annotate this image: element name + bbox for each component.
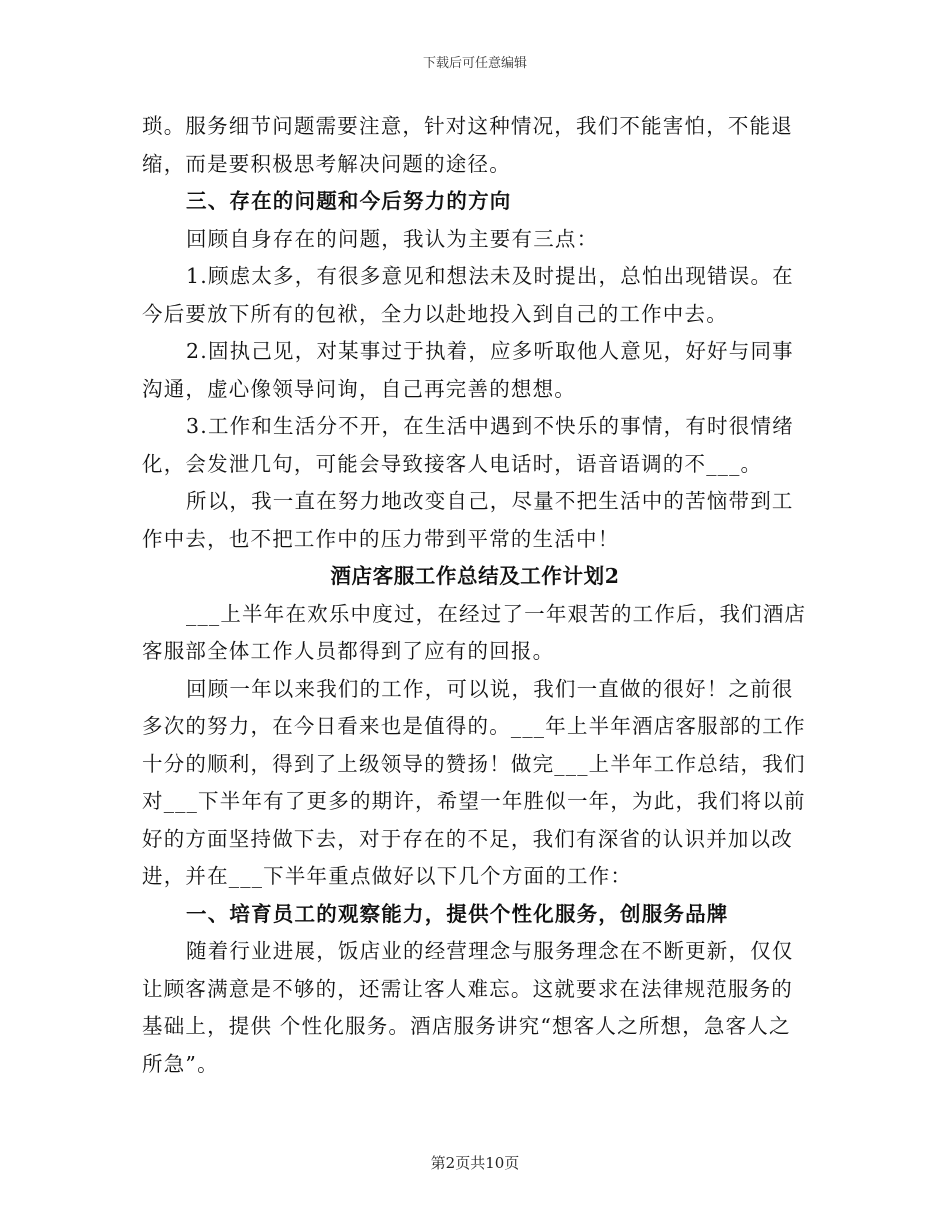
body-line: 回顾一年以来我们的工作，可以说，我们一直做的很好！之前很 — [186, 676, 794, 701]
body-line: 十分的顺利，得到了上级领导的赞扬！做完___上半年工作总结，我们 — [142, 751, 806, 776]
body-line: 缩，而是要积极思考解决问题的途径。 — [142, 151, 511, 176]
section-heading: 三、存在的问题和今后努力的方向 — [186, 189, 512, 213]
list-item: 2.固执己见，对某事过于执着，应多听取他人意见，好好与同事 — [186, 339, 794, 363]
body-line: 化，会发泄几句，可能会导致接客人电话时，语音语调的不___。 — [142, 451, 763, 476]
document-body — [142, 108, 808, 1083]
section-heading: 一、培育员工的观察能力，提供个性化服务，创服务品牌 — [186, 901, 729, 926]
list-item: 1.顾虑太多，有很多意见和想法未及时提出，总怕出现错误。在 — [186, 264, 794, 288]
page-number: 第2页共10页 — [430, 1154, 520, 1172]
body-line: 作中去，也不把工作中的压力带到平常的生活中！ — [142, 526, 620, 551]
body-line: 所急”。 — [142, 1051, 219, 1076]
body-line: 琐。服务细节问题需要注意，针对这种情况，我们不能害怕，不能退 — [142, 114, 793, 138]
page-header: 下载后可任意编辑 — [422, 56, 527, 71]
body-line: 多次的努力，在今日看来也是值得的。___年上半年酒店客服部的工作 — [142, 714, 806, 738]
body-line: 让顾客满意是不够的，还需让客人难忘。这就要求在法律规范服务的 — [142, 976, 793, 1001]
body-line: 客服部全体工作人员都得到了应有的回报。 — [142, 639, 555, 663]
body-line: 随着行业进展，饭店业的经营理念与服务理念在不断更新，仅仅 — [186, 939, 794, 963]
body-line: 基础上，提供 个性化服务。酒店服务讲究“想客人之所想，急客人之 — [142, 1014, 791, 1038]
list-item: 3.工作和生活分不开，在生活中遇到不快乐的事情，有时很情绪 — [186, 414, 794, 438]
body-line: 沟通，虚心像领导问询，自己再完善的想想。 — [142, 376, 576, 401]
body-line: ___上半年在欢乐中度过，在经过了一年艰苦的工作后，我们酒店 — [186, 601, 807, 626]
body-line: 对___下半年有了更多的期许，希望一年胜似一年，为此，我们将以前 — [142, 789, 806, 813]
body-line: 所以，我一直在努力地改变自己，尽量不把生活中的苦恼带到工 — [186, 489, 794, 513]
body-line: 好的方面坚持做下去，对于存在的不足，我们有深省的认识并加以改 — [142, 826, 793, 851]
body-line: 进，并在___下半年重点做好以下几个方面的工作： — [142, 864, 633, 888]
document-title: 酒店客服工作总结及工作计划2 — [330, 564, 620, 588]
body-line: 今后要放下所有的包袱，全力以赴地投入到自己的工作中去。 — [142, 301, 728, 326]
body-line: 回顾自身存在的问题，我认为主要有三点： — [186, 226, 599, 251]
